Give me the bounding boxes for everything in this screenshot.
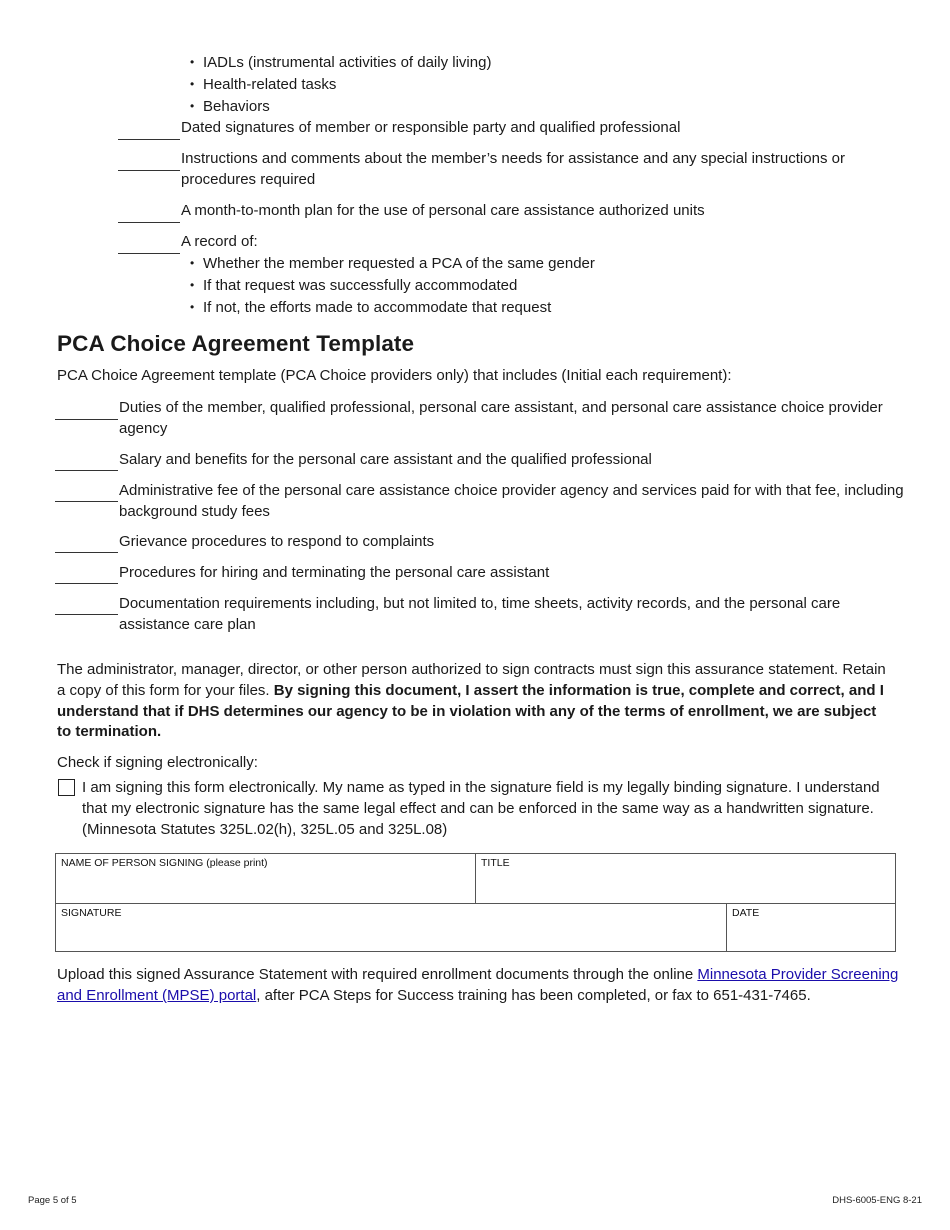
electronic-label: Check if signing electronically:: [57, 754, 258, 771]
list-item: • Whether the member requested a PCA of the same gender: [190, 253, 595, 275]
requirement-text: Salary and benefits for the personal care assistant and the qualified professional: [119, 451, 652, 468]
requirement-text: Administrative fee of the personal care assistance choice provider agency and services paid for with that fee, including background study fees: [119, 482, 904, 520]
section-heading: PCA Choice Agreement Template: [57, 331, 415, 356]
upload-instructions: [57, 965, 902, 1007]
name-label: NAME OF PERSON SIGNING (please print): [61, 857, 268, 869]
initial-line[interactable]: [118, 139, 180, 140]
date-label: DATE: [732, 907, 760, 919]
name-field[interactable]: [56, 854, 476, 904]
initial-line[interactable]: [55, 552, 118, 553]
initial-line[interactable]: [55, 419, 118, 420]
list-item: • If that request was successfully accommodated: [190, 275, 595, 297]
list-item: • Health-related tasks: [190, 74, 491, 96]
requirement-text: Duties of the member, qualified professional, personal care assistant, and personal care assistance choice provider agency: [119, 399, 883, 437]
initial-line[interactable]: [55, 470, 118, 471]
initial-line[interactable]: [118, 170, 180, 171]
list-item: • IADLs (instrumental activities of daily living): [190, 52, 491, 74]
assurance-text: The administrator, manager, director, or other person authorized to sign contracts must sign this assurance statement. Retain a copy of this form for your files.: [57, 661, 886, 699]
signature-field[interactable]: [56, 904, 727, 952]
requirement-text: A record of:: [181, 233, 258, 250]
list-item: • If not, the efforts made to accommodate that request: [190, 297, 595, 319]
electronic-signature-checkbox[interactable]: [58, 779, 75, 796]
list-item: • Behaviors: [190, 96, 491, 118]
upload-text-after: , after PCA Steps for Success training has been completed, or fax to 651-431-7465.: [256, 986, 811, 1004]
mpse-portal-link[interactable]: Minnesota Provider Screening and Enrollment (MPSE) portal: [57, 966, 899, 1004]
assurance-bold-text: By signing this document, I assert the information is true, complete and correct, and I understand that if DHS determines our agency to be in violation with any of the terms of enrollment, we are subject to termination.: [57, 681, 884, 741]
requirement-text: Procedures for hiring and terminating the personal care assistant: [119, 564, 550, 581]
requirement-text: Grievance procedures to respond to complaints: [119, 533, 435, 550]
date-field[interactable]: [727, 904, 896, 952]
requirement-text: A month-to-month plan for the use of personal care assistance authorized units: [181, 202, 705, 219]
requirement-text: Documentation requirements including, but not limited to, time sheets, activity records, and the personal care assistance care plan: [119, 595, 841, 633]
section-intro: PCA Choice Agreement template (PCA Choice providers only) that includes (Initial each requirement):: [57, 367, 732, 384]
page-number: Page 5 of 5: [28, 1195, 77, 1206]
signature-label: SIGNATURE: [61, 907, 122, 919]
initial-line[interactable]: [118, 253, 180, 254]
initial-line[interactable]: [55, 501, 118, 502]
care-plan-sub-bullets: [190, 52, 491, 117]
title-field[interactable]: [476, 854, 896, 904]
initial-line[interactable]: [118, 222, 180, 223]
initial-line[interactable]: [55, 614, 118, 615]
record-sub-bullets: [190, 253, 595, 318]
assurance-statement: [57, 660, 887, 743]
upload-text: Upload this signed Assurance Statement with required enrollment documents through the online: [57, 966, 698, 983]
form-id: DHS-6005-ENG 8-21: [832, 1195, 922, 1206]
requirement-text: Instructions and comments about the member’s needs for assistance and any special instructions or procedures required: [181, 150, 845, 188]
title-label: TITLE: [481, 857, 510, 869]
electronic-checkbox-text: I am signing this form electronically. My name as typed in the signature field is my legally binding signature. I understand that my electronic signature has the same legal effect and can be enforced in the same way as a handwritten signature. (Minnesota Statutes 325L.02(h), 325L.05 and 325L.08): [82, 779, 880, 838]
initial-line[interactable]: [55, 583, 118, 584]
requirement-text: Dated signatures of member or responsible party and qualified professional: [181, 119, 681, 136]
signature-table: [55, 853, 896, 952]
